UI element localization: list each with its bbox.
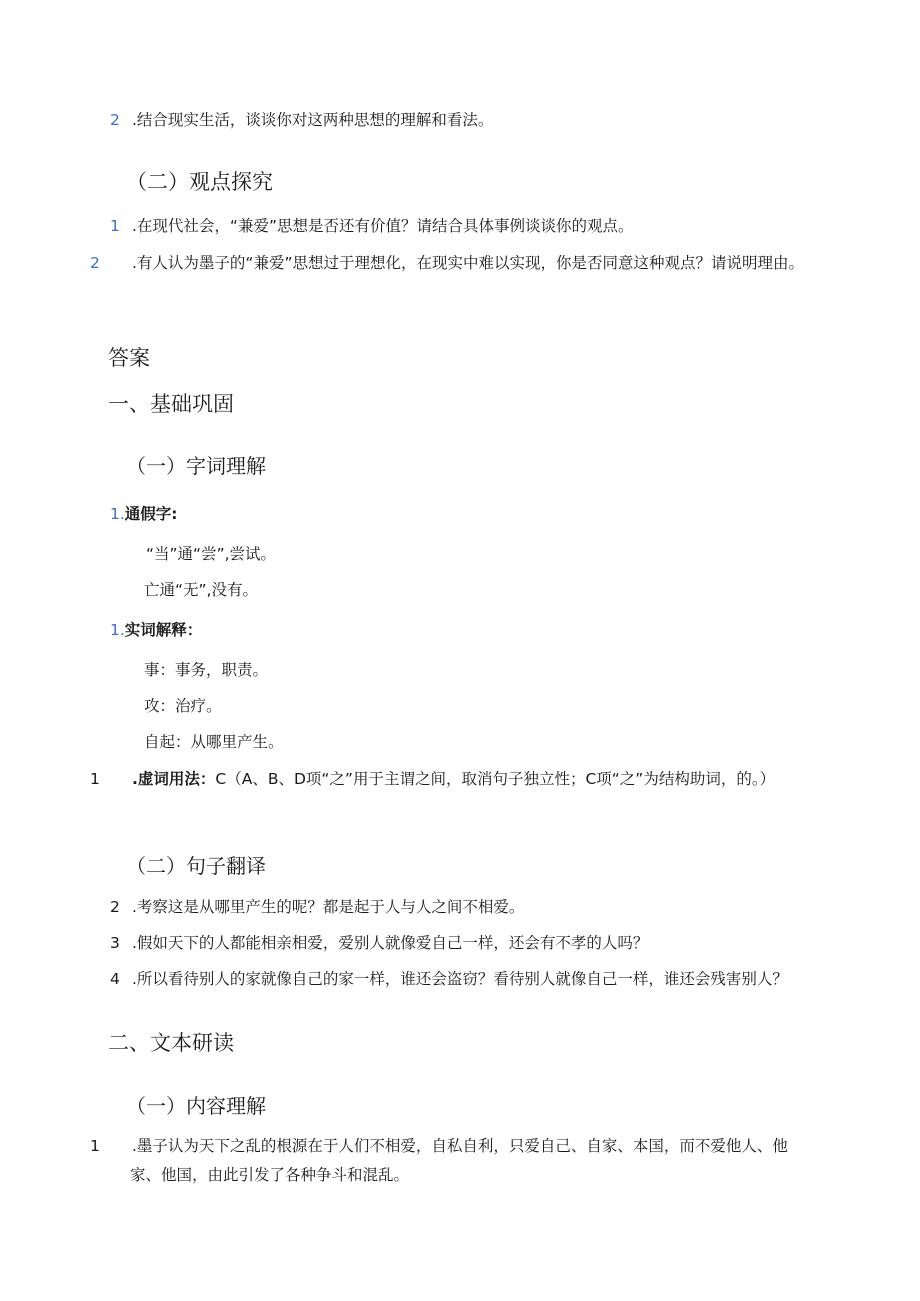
item-number: 3 bbox=[110, 934, 120, 952]
viewpoint-item bbox=[90, 249, 810, 278]
item-text: .结合现实生活，谈谈你对这两种思想的理解和看法。 bbox=[132, 111, 494, 129]
part1-title: 一、基础巩固 bbox=[108, 392, 234, 416]
item-number: 1. bbox=[110, 621, 125, 639]
item-number: 1. bbox=[110, 505, 125, 523]
item-label: .虚词用法： bbox=[132, 770, 216, 788]
shici-item: 攻：治疗。 bbox=[144, 697, 222, 715]
item-number: 2 bbox=[110, 111, 120, 129]
shici-heading bbox=[110, 616, 202, 645]
section-heading-viewpoint: （二）观点探究 bbox=[126, 170, 273, 194]
subheading-content: （一）内容理解 bbox=[126, 1094, 266, 1118]
tongjia-item: “当”通“尝”,尝试。 bbox=[146, 545, 277, 563]
item-number: 4 bbox=[110, 970, 120, 988]
item-text: .假如天下的人都能相亲相爱，爱别人就像爱自己一样，还会有不孝的人吗？ bbox=[132, 934, 649, 952]
item-label: 通假字: bbox=[124, 505, 178, 523]
xuci-item bbox=[90, 765, 800, 794]
item-number: 2 bbox=[90, 254, 100, 272]
shici-item: 事：事务，职责。 bbox=[144, 661, 269, 679]
content-item bbox=[90, 1132, 810, 1190]
subheading-translation: （二）句子翻译 bbox=[126, 854, 266, 878]
item-number: 1 bbox=[90, 770, 100, 788]
subheading-words: （一）字词理解 bbox=[126, 454, 266, 478]
tongjia-heading bbox=[110, 500, 178, 529]
item-number: 2 bbox=[110, 898, 120, 916]
viewpoint-item bbox=[110, 212, 810, 241]
item-text: C（A、B、D项“之”用于主谓之间，取消句子独立性；C项“之”为结构助词，的。） bbox=[215, 770, 776, 788]
part2-title: 二、文本研读 bbox=[108, 1031, 234, 1055]
translation-item bbox=[110, 893, 810, 922]
item-number: 1 bbox=[110, 217, 120, 235]
item-label: 实词解释： bbox=[124, 621, 203, 639]
answers-title: 答案 bbox=[108, 346, 150, 370]
item-text: .有人认为墨子的“兼爱”思想过于理想化，在现实中难以实现，你是否同意这种观点？请说明理由。 bbox=[132, 254, 804, 272]
item-text: .在现代社会，“兼爱”思想是否还有价值？请结合具体事例谈谈你的观点。 bbox=[132, 217, 634, 235]
question-2-item bbox=[110, 106, 810, 135]
item-text: .墨子认为天下之乱的根源在于人们不相爱，自私自利，只爱自己、自家、本国，而不爱他人、他家、他国，由此引发了各种争斗和混乱。 bbox=[130, 1137, 788, 1184]
item-number: 1 bbox=[90, 1137, 100, 1155]
item-text: .考察这是从哪里产生的呢？都是起于人与人之间不相爱。 bbox=[132, 898, 525, 916]
translation-item bbox=[110, 965, 830, 994]
shici-item: 自起：从哪里产生。 bbox=[144, 733, 284, 751]
item-text: .所以看待别人的家就像自己的家一样，谁还会盗窃？看待别人就像自己一样，谁还会残害别人？ bbox=[132, 970, 788, 988]
tongjia-item: 亡通“无”,没有。 bbox=[144, 581, 258, 599]
translation-item bbox=[110, 929, 810, 958]
